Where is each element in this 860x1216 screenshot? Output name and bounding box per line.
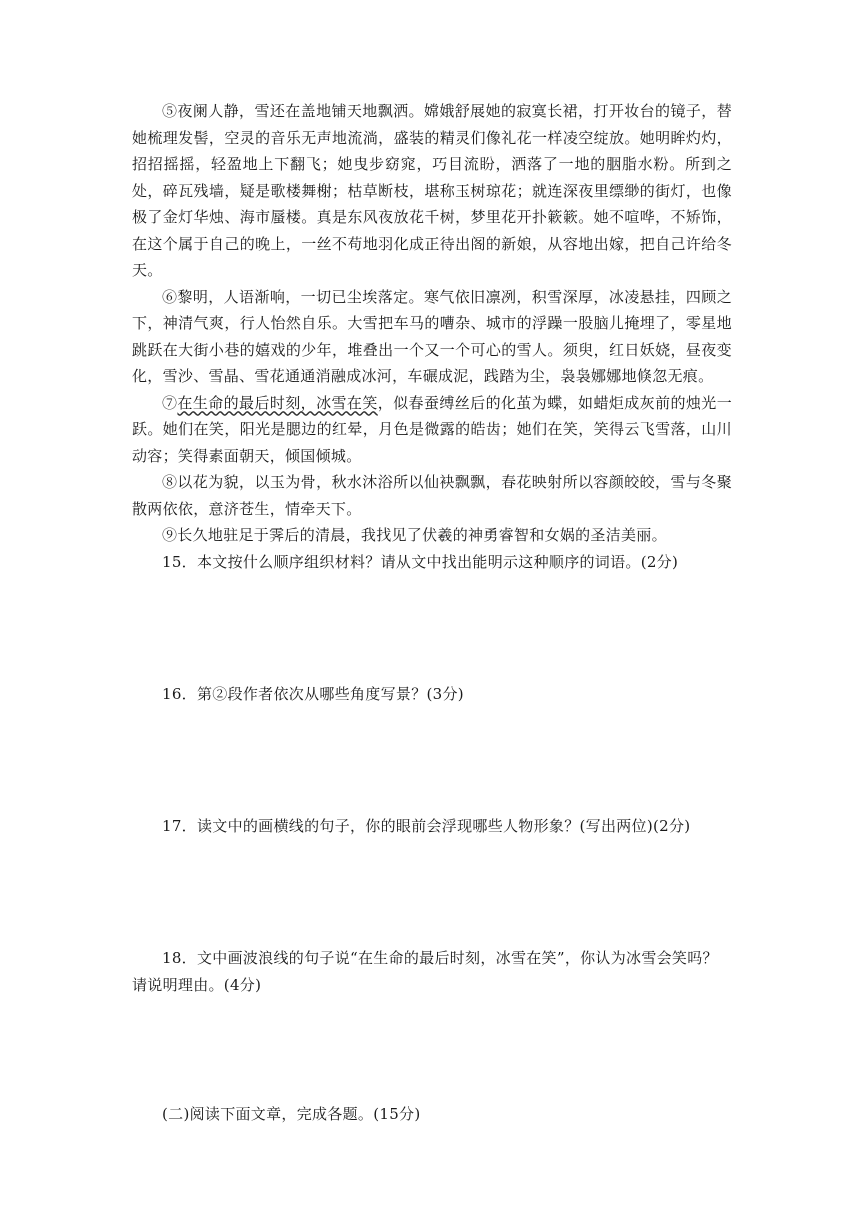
answer-space-17 xyxy=(132,839,732,945)
section-2-heading: (二)阅读下面文章，完成各题。(15分) xyxy=(162,1105,421,1123)
wavy-underlined-sentence: 在生命的最后时刻，冰雪在笑 xyxy=(177,393,378,412)
question-18: 18．文中画波浪线的句子说“在生命的最后时刻，冰雪在笑”，你认为冰雪会笑吗？请说明理由。(4分) xyxy=(132,949,718,994)
question-15: 15．本文按什么顺序组织材料？请从文中找出能明示这种顺序的词语。(2分) xyxy=(162,552,679,571)
paragraph-6: ⑥黎明，人语渐响，一切已尘埃落定。寒气依旧凛冽，积雪深厚，冰凌悬挂，四顾之下，神清气爽，行人怡然自乐。大雪把车马的嘈杂、城市的浮躁一股脑儿掩埋了，零星地跳跃在大街小巷的嬉戏的少年，堆叠出一个又一个可心的雪人。须臾，红日妖娆，昼夜变化，雪沙、雪晶、雪花通通消融成冰河，车碾成泥，践踏为尘，袅袅娜娜地倏忽无痕。 xyxy=(132,287,732,385)
question-17: 17．读文中的画横线的句子，你的眼前会浮现哪些人物形象？(写出两位)(2分) xyxy=(162,816,691,835)
document-page xyxy=(132,98,732,1128)
answer-space-16 xyxy=(132,708,732,813)
paragraph-9: ⑨长久地驻足于霁后的清晨，我找见了伏羲的神勇睿智和女娲的圣洁美丽。 xyxy=(162,526,667,544)
paragraph-7 xyxy=(132,390,732,470)
paragraph-8: ⑧以花为貌，以玉为骨，秋水沐浴所以仙袂飘飘，春花映射所以容颜皎皎，雪与冬聚散两依依，意济苍生，情牵天下。 xyxy=(132,473,732,518)
answer-space-15 xyxy=(132,575,732,681)
paragraph-5: ⑤夜阑人静，雪还在盖地铺天地飘洒。嫦娥舒展她的寂寞长裙，打开妆台的镜子，替她梳理发髻，空灵的音乐无声地流淌，盛装的精灵们像礼花一样凌空绽放。她明眸灼灼，招招摇摇，轻盈地上下翻飞；她曳步窈窕，巧目流盼，洒落了一地的胭脂水粉。所到之处，碎瓦残墙，疑是歌楼舞榭；枯草断枝，堪称玉树琼花；就连深夜里缥缈的街灯，也像极了金灯华烛、海市蜃楼。真是东风夜放花千树，梦里花开扑簌簌。她不喧哗，不矫饰，在这个属于自己的晚上，一丝不苟地羽化成正待出阁的新娘，从容地出嫁，把自己许给冬天。 xyxy=(132,102,732,279)
answer-space-18 xyxy=(132,998,732,1101)
paragraph-7-rest: ，似春蚕缚丝后的化茧为蝶，如蜡炬成灰前的烛光一跃。她们在笑，阳光是腮边的红晕，月色是微露的皓齿；她们在笑，笑得云飞雪落，山川动容；笑得素面朝天，倾国倾城。 xyxy=(132,393,733,465)
paragraph-7-marker: ⑦ xyxy=(162,393,178,412)
question-16: 16．第②段作者依次从哪些角度写景？(3分) xyxy=(162,685,464,703)
